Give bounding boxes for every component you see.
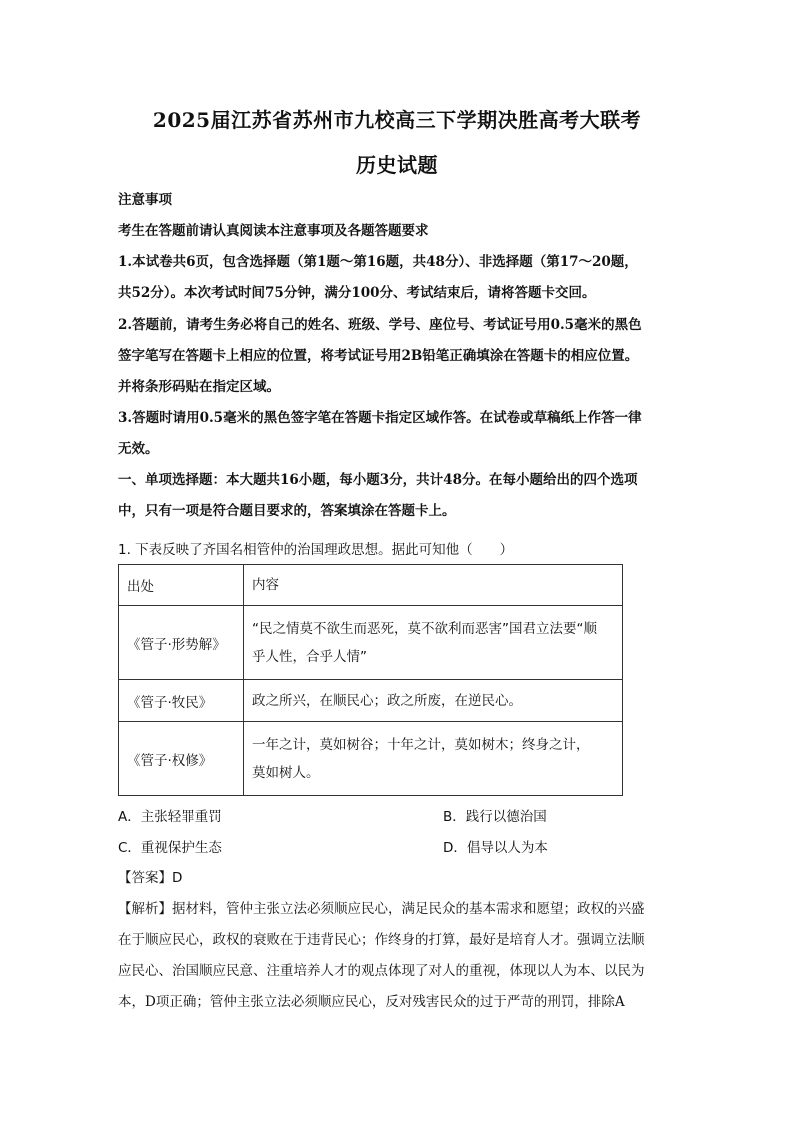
question-1-stem: 1. 下表反映了齐国名相管仲的治国理政思想。据此可知他（ ）	[118, 542, 514, 558]
notice-item-3-line-2: 无效。	[118, 441, 159, 457]
table-header-source: 出处	[119, 565, 244, 606]
option-d: D．倡导以人为本	[443, 840, 548, 856]
option-c: C．重视保护生态	[118, 840, 222, 856]
content-line: 乎人性，合乎人情”	[252, 648, 367, 665]
table-row	[119, 680, 623, 722]
section-instructions-line-2: 中，只有一项是符合题目要求的，答案填涂在答题卡上。	[118, 503, 456, 519]
notice-item-2-line-3: 并将条形码贴在指定区域。	[118, 379, 280, 395]
source-table	[118, 564, 623, 796]
notice-item-2-line-1: 2.答题前，请考生务必将自己的姓名、班级、学号、座位号、考试证号用0.5毫米的黑色	[118, 317, 642, 333]
analysis-line-1: 【解析】据材料，管仲主张立法必须顺应民心，满足民众的基本需求和愿望；政权的兴盛	[118, 901, 645, 917]
table-cell-source: 《管子·牧民》	[119, 680, 244, 722]
table-cell-content	[244, 722, 623, 796]
table-row	[119, 722, 623, 796]
content-line: 一年之计，莫如树谷；十年之计，莫如树木；终身之计，	[252, 736, 590, 753]
document-subtitle: 历史试题	[356, 153, 438, 177]
option-b: B．践行以德治国	[443, 809, 547, 825]
notice-item-3-line-1: 3.答题时请用0.5毫米的黑色签字笔在答题卡指定区域作答。在试卷或草稿纸上作答一律	[118, 410, 642, 426]
table-cell-source: 《管子·权修》	[119, 722, 244, 796]
answer: 【答案】D	[118, 870, 183, 886]
table-cell-content	[244, 606, 623, 680]
option-a: A．主张轻罪重罚	[118, 809, 222, 825]
notice-intro: 考生在答题前请认真阅读本注意事项及各题答题要求	[118, 223, 429, 239]
notice-item-2-line-2: 签字笔写在答题卡上相应的位置，将考试证号用2B铅笔正确填涂在答题卡的相应位置。	[118, 348, 639, 364]
table-cell-source: 《管子·形势解》	[119, 606, 244, 680]
analysis-line-2: 在于顺应民心，政权的衰败在于违背民心；作终身的打算，最好是培育人才。强调立法顺	[118, 932, 645, 948]
content-line: “民之情莫不欲生而恶死，莫不欲利而恶害”国君立法要“顺	[252, 620, 597, 637]
table-header-row	[119, 565, 623, 606]
section-instructions-line-1: 一、单项选择题：本大题共16小题，每小题3分，共计48分。在每小题给出的四个选项	[118, 472, 638, 488]
notice-item-1-line-1: 1.本试卷共6页，包含选择题（第1题～第16题，共48分）、非选择题（第17～20题，	[118, 254, 638, 270]
notice-heading: 注意事项	[118, 192, 172, 208]
table-header-content: 内容	[244, 565, 623, 606]
table-cell-content: 政之所兴，在顺民心；政之所废，在逆民心。	[244, 680, 623, 722]
content-line: 莫如树人。	[252, 764, 320, 781]
notice-item-1-line-2: 共52分）。本次考试时间75分钟，满分100分、考试结束后，请将答题卡交回。	[118, 285, 596, 301]
document-title: 2025届江苏省苏州市九校高三下学期决胜高考大联考	[152, 108, 642, 132]
analysis-line-4: 本，D项正确；管仲主张立法必须顺应民心，反对残害民众的过于严苛的刑罚，排除A	[118, 994, 625, 1010]
analysis-line-3: 应民心、治国顺应民意、注重培养人才的观点体现了对人的重视，体现以人为本、以民为	[118, 963, 645, 979]
table-row	[119, 606, 623, 680]
